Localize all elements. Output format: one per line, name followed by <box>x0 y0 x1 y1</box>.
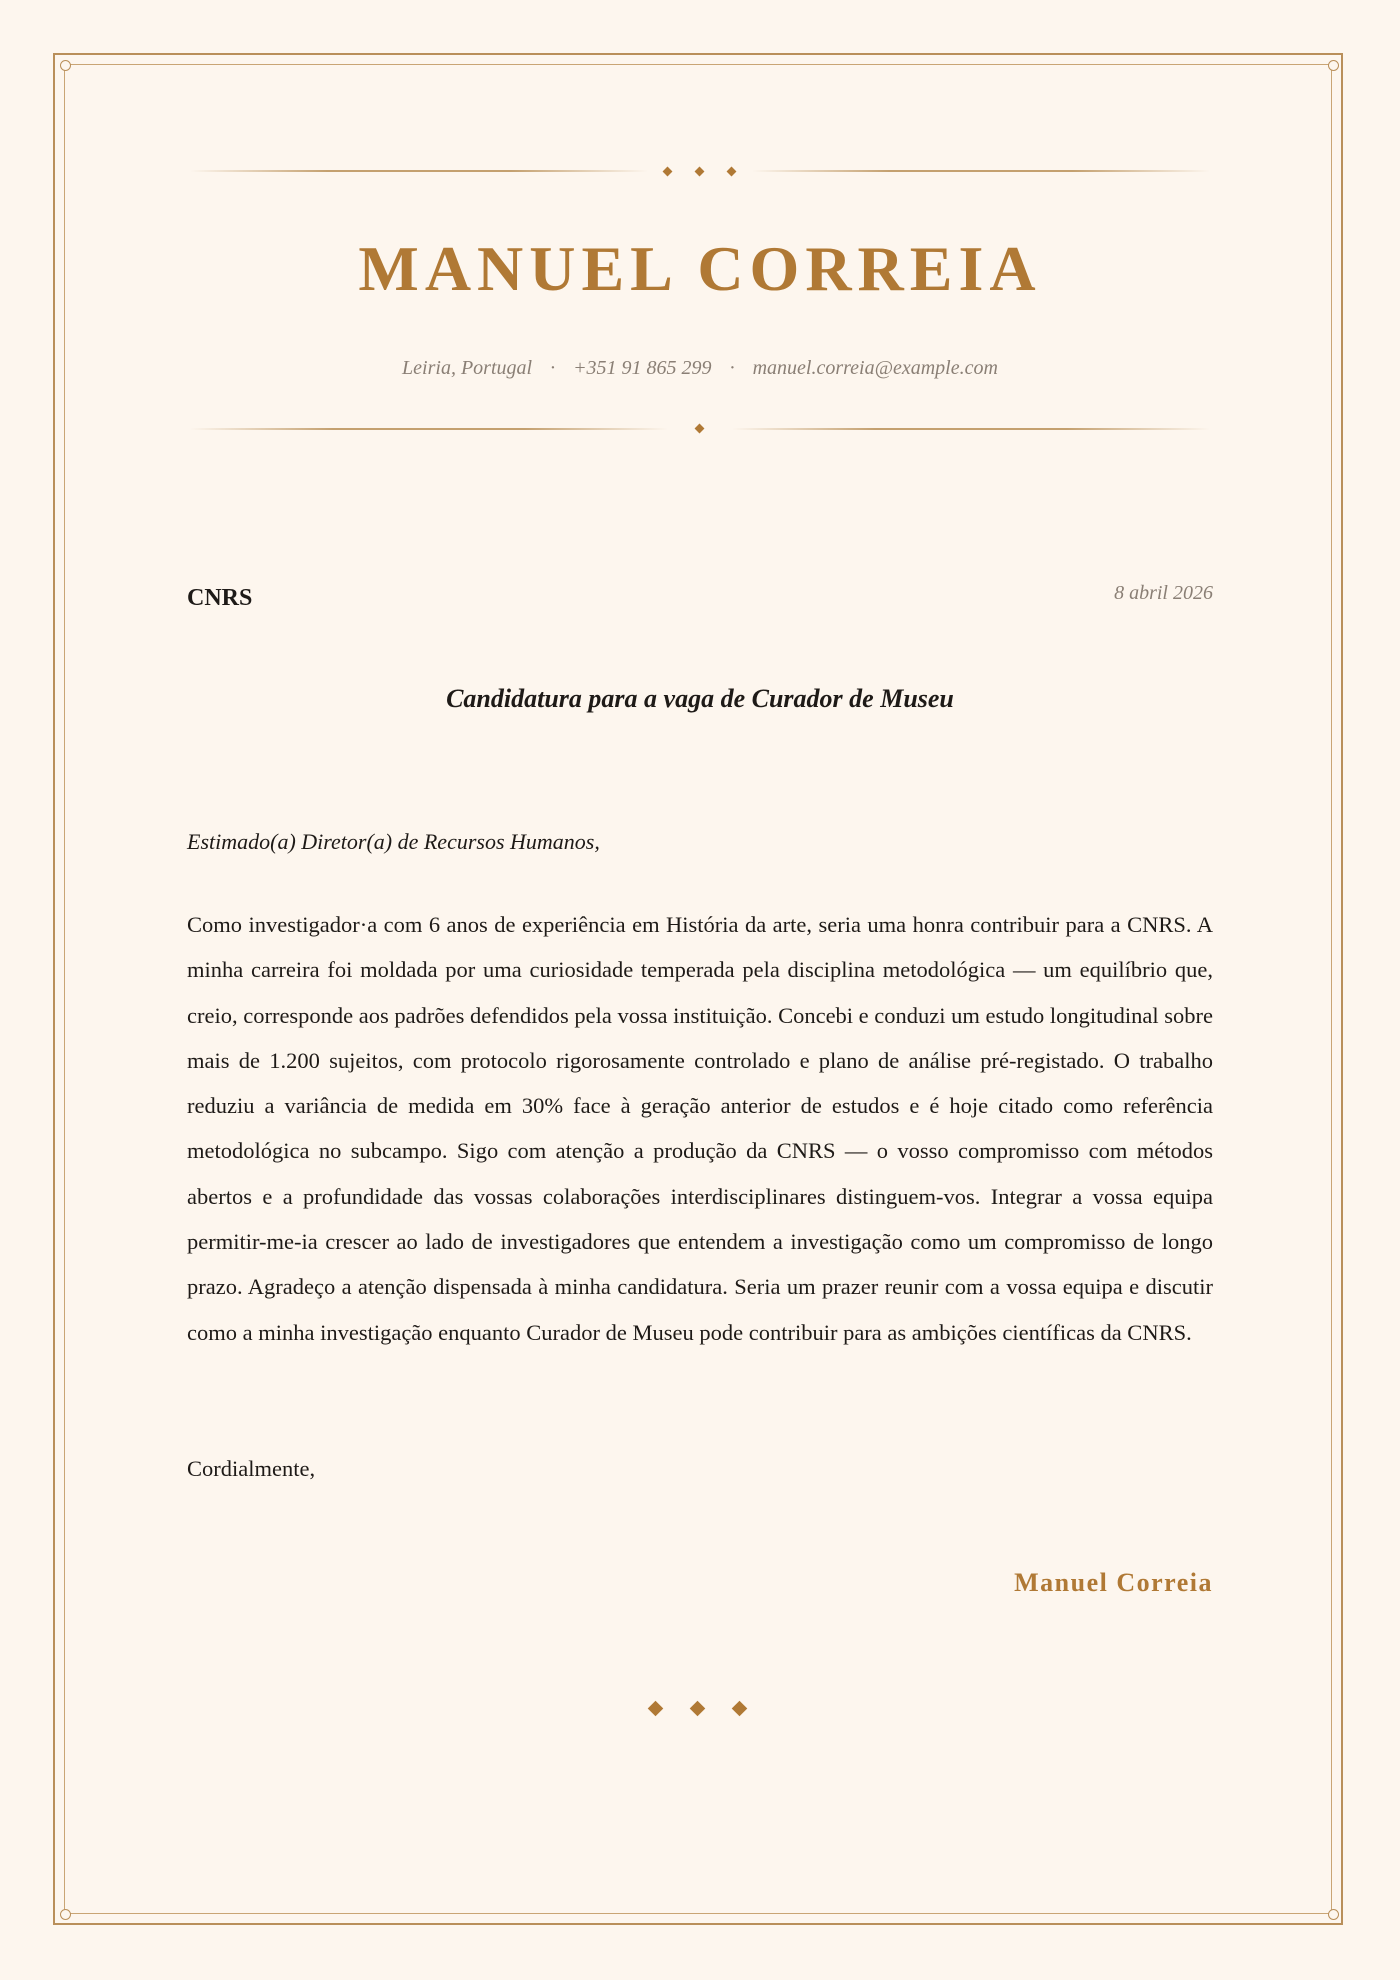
top-rule-right <box>752 170 1210 172</box>
top-rule-left <box>190 170 648 172</box>
corner-ornament-top-left <box>60 60 71 71</box>
sender-email: manuel.correia@example.com <box>752 357 998 379</box>
header-rule-right <box>732 428 1210 430</box>
sender-phone: +351 91 865 299 <box>573 357 712 379</box>
closing: Cordialmente, <box>187 1456 316 1481</box>
letter-date: 8 abril 2026 <box>1114 582 1213 604</box>
separator-dot: · <box>729 357 735 379</box>
letter-subject: Candidatura para a vaga de Curador de Museu <box>446 684 954 713</box>
header-rule-left <box>190 428 668 430</box>
letter-body: Como investigador·a com 6 anos de experiência em História da arte, seria uma honra contribuir para a CNRS. A minha carreira foi moldada por uma curiosidade temperada pela disciplina metodológica — um equilíbrio que, creio, corresponde aos padrões defendidos pela vossa instituição. Concebi e conduzi um estudo longitudinal sobre mais de 1.200 sujeitos, com protocolo rigorosamente controlado e plano de análise pré-registado. O trabalho reduziu a variância de medida em 30% face à geração anterior de estudos e é hoje citado como referência metodológica no subcampo. Sigo com atenção a produção da CNRS — o vosso compromisso com métodos abertos e a profundidade das vossas colaborações interdisciplinares distinguem-vos. Integrar a vossa equipa permitir-me-ia crescer ao lado de investigadores que entendem a investigação como um compromisso de longo prazo. Agradeço a atenção dispensada à minha candidatura. Seria um prazer reunir com a vossa equipa e discutir como a minha investigação enquanto Curador de Museu pode contribuir para as ambições científicas da CNRS. <box>187 912 1213 1345</box>
separator-dot: · <box>550 357 556 379</box>
contact-line <box>0 357 1400 380</box>
signature: Manuel Correia <box>1014 1568 1213 1597</box>
salutation: Estimado(a) Diretor(a) de Recursos Humanos, <box>187 829 600 854</box>
corner-ornament-bottom-left <box>60 1909 71 1920</box>
corner-ornament-bottom-right <box>1328 1909 1339 1920</box>
sender-name-heading: MANUEL CORREIA <box>358 233 1042 304</box>
corner-ornament-top-right <box>1328 60 1339 71</box>
recipient-name: CNRS <box>187 585 253 611</box>
sender-location: Leiria, Portugal <box>402 357 533 379</box>
